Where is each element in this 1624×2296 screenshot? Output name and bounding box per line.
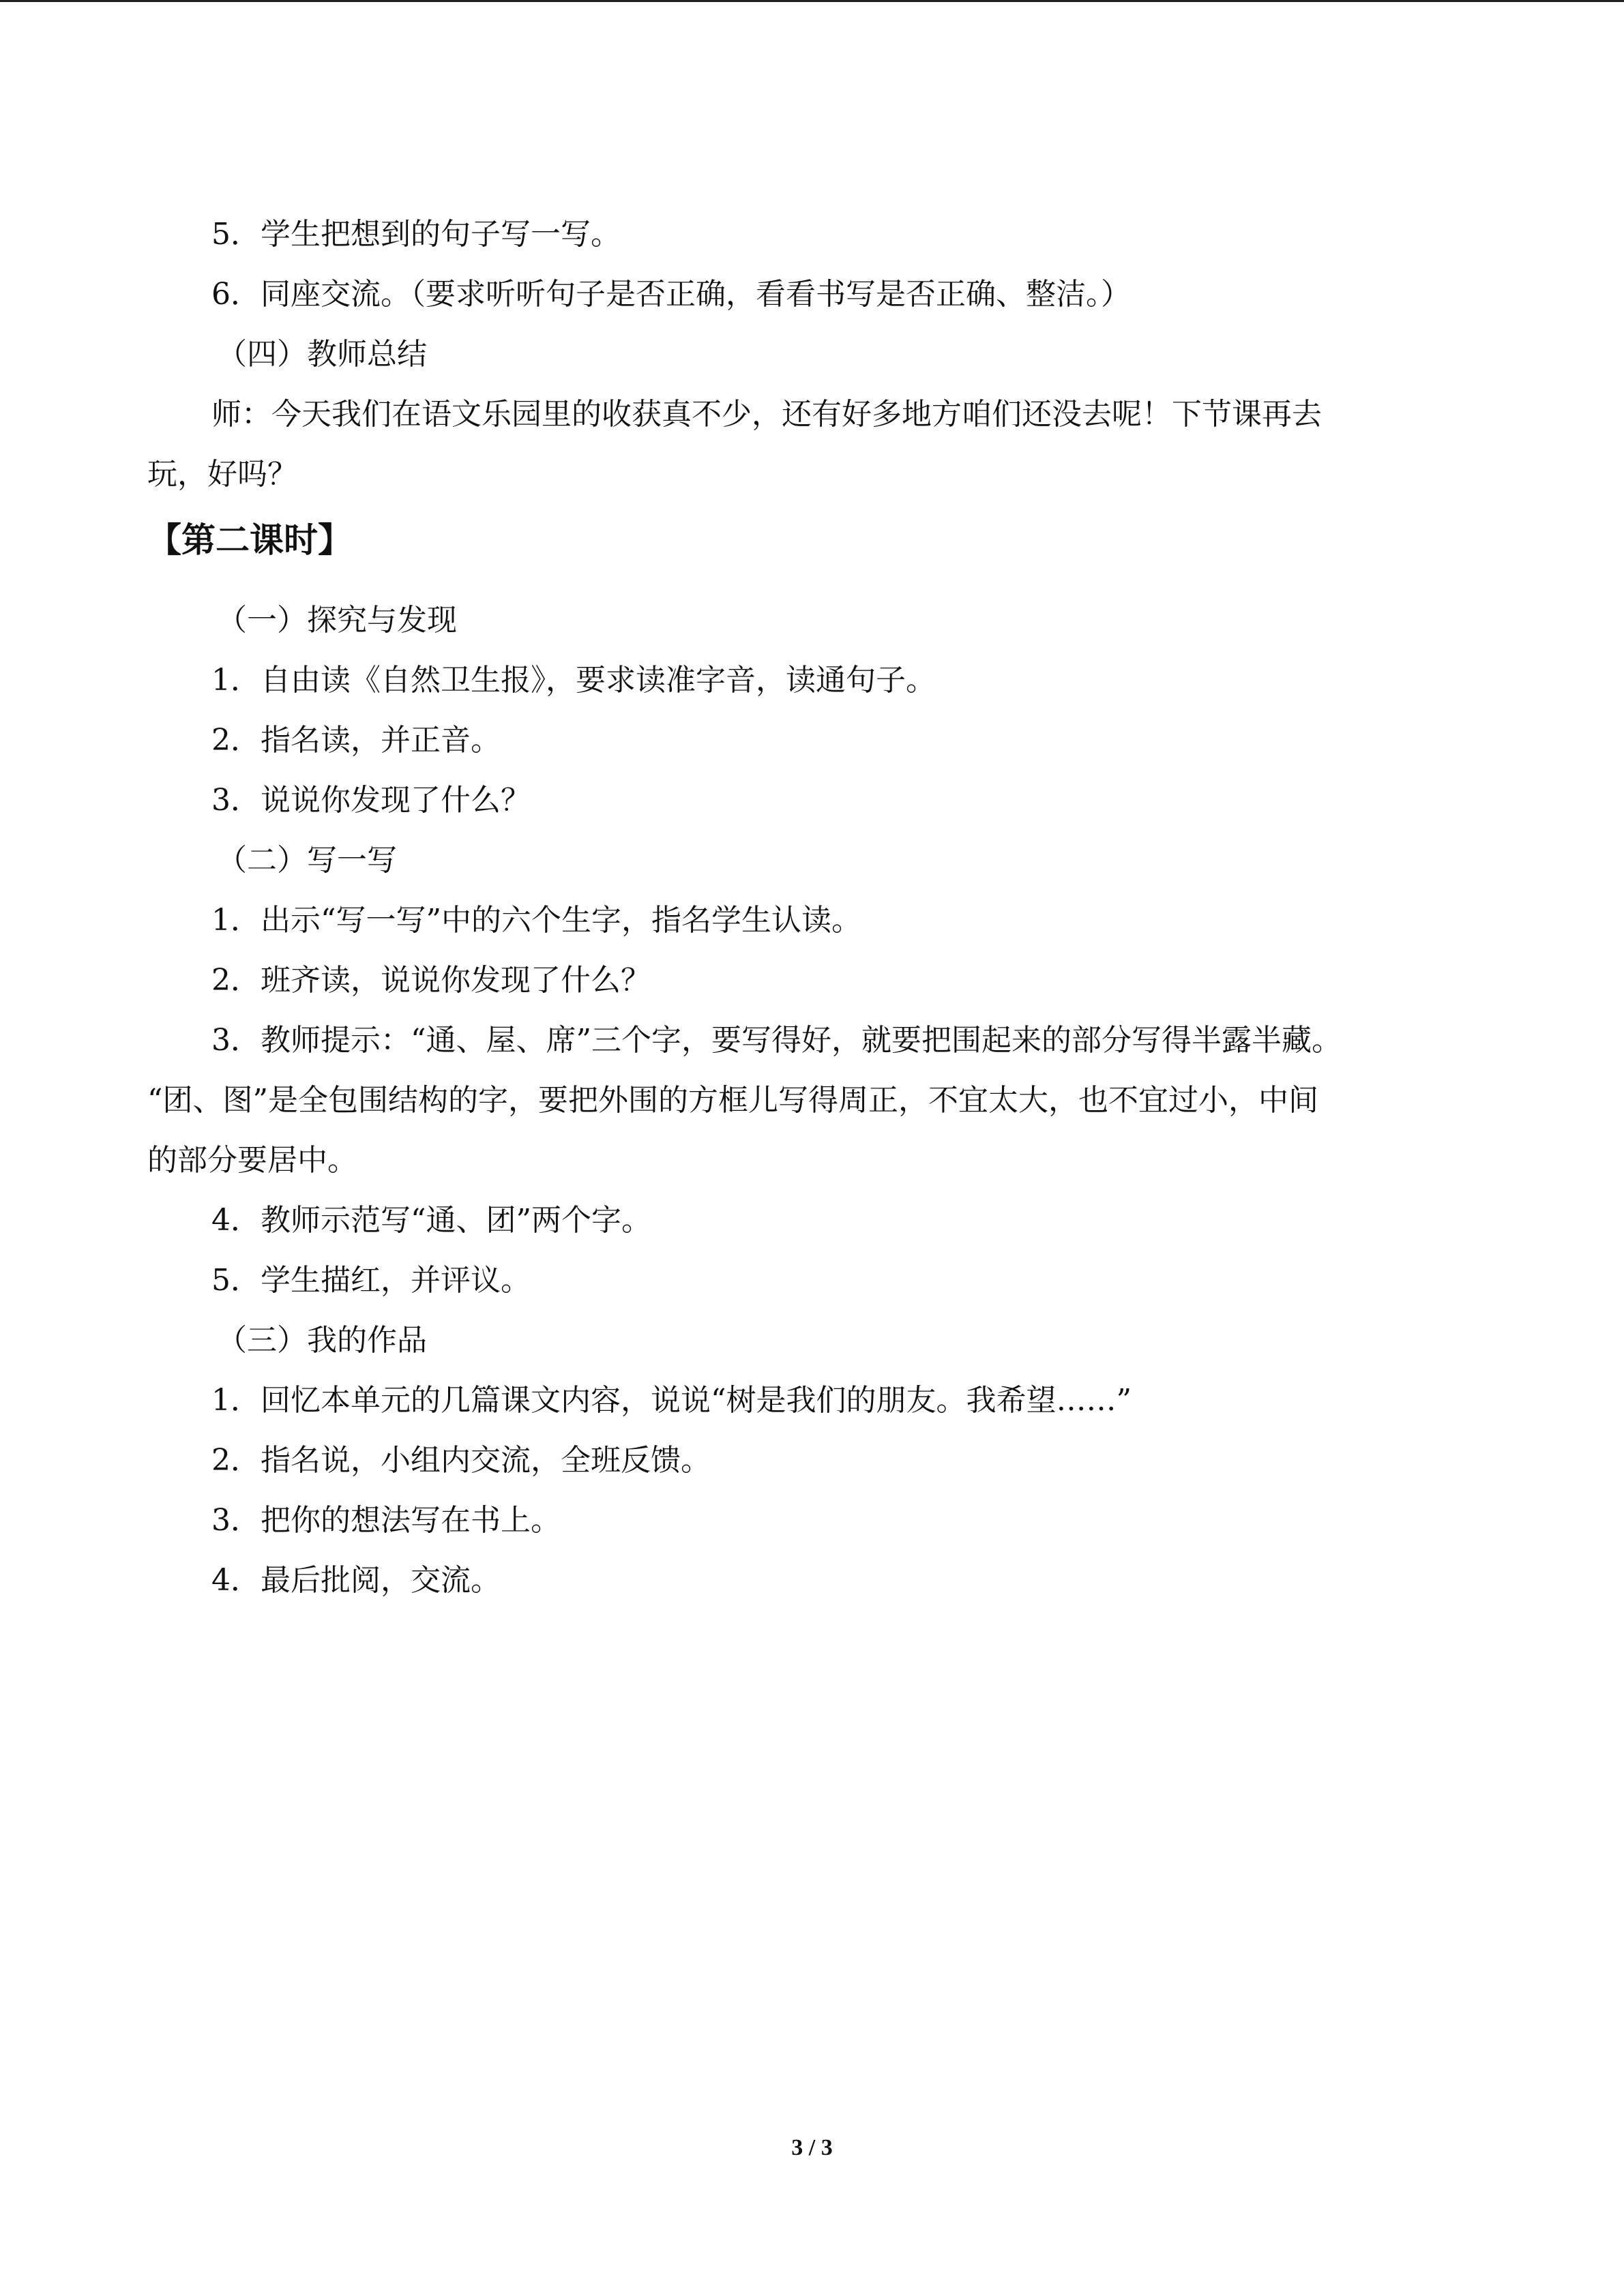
text-line: 5．学生把想到的句子写一写。 bbox=[211, 217, 621, 252]
text-line: 5．学生描红，并评议。 bbox=[211, 1263, 531, 1298]
section-subheading: （四）教师总结 bbox=[217, 337, 427, 372]
section-subheading: （一）探究与发现 bbox=[217, 603, 457, 638]
section-heading: 【第二课时】 bbox=[147, 520, 352, 560]
text-line: 2．指名读，并正音。 bbox=[211, 723, 501, 758]
page-number: 3 / 3 bbox=[791, 2135, 833, 2160]
text-line: 1．自由读《自然卫生报》，要求读准字音，读通句子。 bbox=[211, 663, 936, 698]
text-line: 2．班齐读，说说你发现了什么？ bbox=[211, 963, 651, 998]
text-line: 师：今天我们在语文乐园里的收获真不少，还有好多地方咱们还没去呢！下节课再去 bbox=[211, 397, 1322, 432]
text-line: 3．把你的想法写在书上。 bbox=[211, 1503, 561, 1538]
text-line: 4．最后批阅，交流。 bbox=[211, 1563, 501, 1598]
text-line: 4．教师示范写“通、团”两个字。 bbox=[211, 1203, 651, 1238]
text-line: “团、图”是全包围结构的字，要把外围的方框儿写得周正，不宜太大，也不宜过小，中间 bbox=[147, 1083, 1318, 1118]
text-line: 的部分要居中。 bbox=[147, 1143, 357, 1178]
text-line: 1．回忆本单元的几篇课文内容，说说“树是我们的朋友。我希望……” bbox=[211, 1383, 1132, 1418]
text-line: 6．同座交流。（要求听听句子是否正确，看看书写是否正确、整洁。） bbox=[211, 277, 1131, 312]
text-line: 2．指名说，小组内交流，全班反馈。 bbox=[211, 1443, 711, 1478]
text-line: 3．教师提示：“通、屋、席”三个字，要写得好，就要把围起来的部分写得半露半藏。 bbox=[211, 1023, 1342, 1058]
text-line: 3．说说你发现了什么？ bbox=[211, 783, 531, 818]
text-line: 1．出示“写一写”中的六个生字，指名学生认读。 bbox=[211, 903, 861, 938]
section-subheading: （二）写一写 bbox=[217, 843, 397, 878]
section-subheading: （三）我的作品 bbox=[217, 1323, 427, 1358]
text-line: 玩，好吗？ bbox=[147, 457, 297, 492]
